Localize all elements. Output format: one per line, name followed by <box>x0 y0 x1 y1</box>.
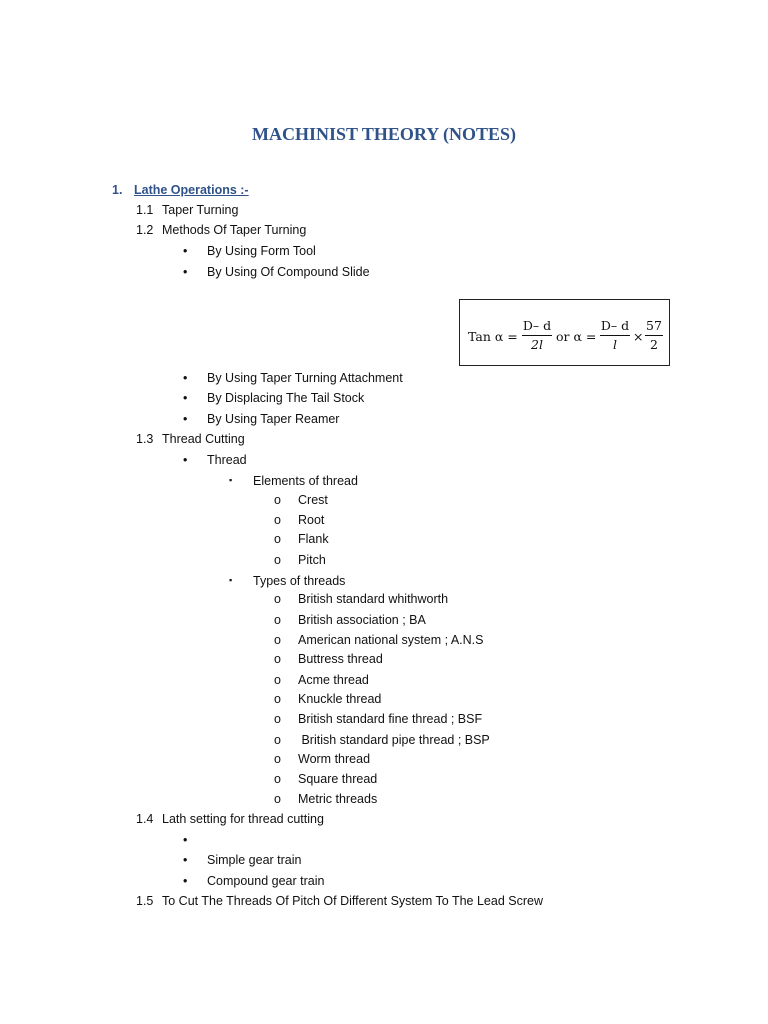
bullet-icon: • <box>183 244 188 258</box>
circle-bullet-icon: o <box>274 673 281 687</box>
section-label: Lathe Operations :- <box>134 183 249 197</box>
bullet-icon: • <box>183 833 188 847</box>
list-item: o British standard pipe thread ; BSP <box>274 733 490 747</box>
list-item: o Buttress thread <box>274 652 383 666</box>
subsection-1-5: 1.5 To Cut The Threads Of Pitch Of Different System To The Lead Screw <box>136 894 543 908</box>
list-item: • Thread <box>183 453 247 467</box>
formula-fraction-2: D– d l <box>600 318 630 352</box>
list-item <box>183 832 207 848</box>
formula-times: × <box>633 329 644 344</box>
circle-bullet-icon: o <box>274 493 281 507</box>
list-item: o Knuckle thread <box>274 692 382 706</box>
circle-bullet-icon: o <box>274 712 281 726</box>
list-item: o Flank <box>274 532 329 546</box>
circle-bullet-icon: o <box>274 532 281 546</box>
bullet-icon: • <box>183 391 188 405</box>
list-item: • By Using Form Tool <box>183 244 316 258</box>
page-title: MACHINIST THEORY (NOTES) <box>251 124 517 144</box>
list-item: o American national system ; A.N.S <box>274 633 484 647</box>
circle-bullet-icon: o <box>274 633 281 647</box>
formula-fraction-1: D– d 2l <box>522 318 552 352</box>
list-item: ▪ Elements of thread <box>229 474 358 488</box>
formula-fraction-3: 57 2 <box>646 318 662 352</box>
bullet-icon: • <box>183 874 188 888</box>
list-item: • By Using Taper Reamer <box>183 412 340 426</box>
subsection-1-2: 1.2 Methods Of Taper Turning <box>136 223 307 237</box>
taper-formula-box <box>459 299 670 366</box>
circle-bullet-icon: o <box>274 692 281 706</box>
list-item: o Square thread <box>274 772 378 786</box>
circle-bullet-icon: o <box>274 613 281 627</box>
circle-bullet-icon: o <box>274 513 281 527</box>
list-item: o British standard fine thread ; BSF <box>274 712 483 726</box>
list-item: o British association ; BA <box>274 613 426 627</box>
section-number: 1. <box>112 183 123 197</box>
list-item: o Crest <box>274 493 328 507</box>
circle-bullet-icon: o <box>274 553 281 567</box>
bullet-icon: • <box>183 453 188 467</box>
section-heading <box>112 182 249 198</box>
list-item: ▪ Types of threads <box>229 574 346 588</box>
circle-bullet-icon: o <box>274 792 281 806</box>
list-item: • By Displacing The Tail Stock <box>183 391 365 405</box>
square-bullet-icon: ▪ <box>229 475 233 485</box>
circle-bullet-icon: o <box>274 652 281 666</box>
formula-mid: or α = <box>556 329 597 344</box>
circle-bullet-icon: o <box>274 592 281 606</box>
bullet-icon: • <box>183 853 188 867</box>
list-item: o Metric threads <box>274 792 378 806</box>
circle-bullet-icon: o <box>274 733 281 747</box>
subsection-1-1: 1.1 Taper Turning <box>136 203 239 217</box>
bullet-icon: • <box>183 412 188 426</box>
square-bullet-icon: ▪ <box>229 575 233 585</box>
list-item: • By Using Of Compound Slide <box>183 265 370 279</box>
list-item: o Pitch <box>274 553 326 567</box>
list-item: o Acme thread <box>274 673 369 687</box>
bullet-icon: • <box>183 265 188 279</box>
circle-bullet-icon: o <box>274 752 281 766</box>
list-item: • By Using Taper Turning Attachment <box>183 371 403 385</box>
subsection-1-4: 1.4 Lath setting for thread cutting <box>136 812 324 826</box>
list-item: o British standard whithworth <box>274 592 449 606</box>
list-item: • Simple gear train <box>183 853 302 867</box>
bullet-icon: • <box>183 371 188 385</box>
list-item: • Compound gear train <box>183 874 325 888</box>
circle-bullet-icon: o <box>274 772 281 786</box>
formula-lhs: Tan α = <box>468 329 518 344</box>
subsection-1-3: 1.3 Thread Cutting <box>136 432 245 446</box>
list-item: o Worm thread <box>274 752 371 766</box>
list-item: o Root <box>274 513 325 527</box>
